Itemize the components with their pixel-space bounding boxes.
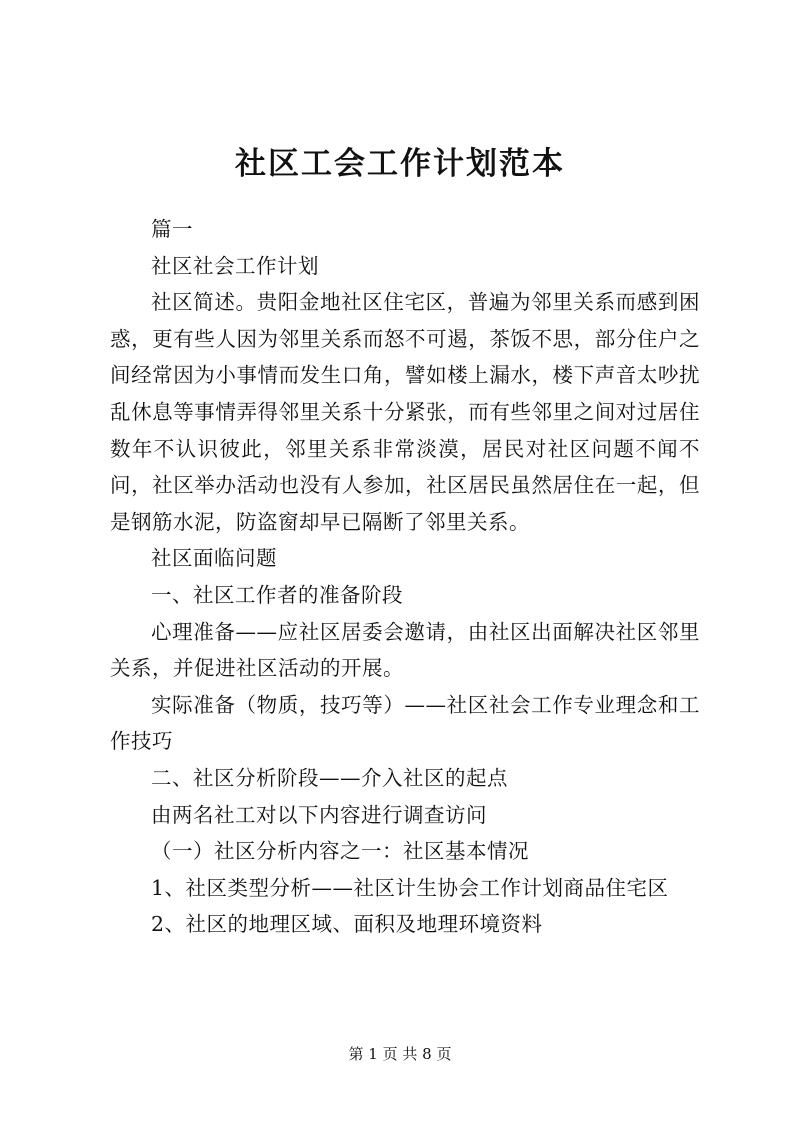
paragraph-analysis-one: （一）社区分析内容之一：社区基本情况 (151, 839, 529, 864)
paragraph-heading: 社区社会工作计划 (151, 253, 319, 278)
document-title: 社区工会工作计划范本 (235, 146, 565, 182)
paragraph-item-one: 1、社区类型分析——社区计生协会工作计划商品住宅区 (151, 875, 669, 900)
page-footer: 第 1 页 共 8 页 (348, 1045, 452, 1063)
paragraph-section-label: 篇一 (151, 217, 193, 241)
paragraph-overview: 社区简述。贵阳金地社区住宅区，普遍为邻里关系而感到困惑，更有些人因为邻里关系而怒不可遏，茶饭不思，部分住户之间经常因为小事情而发生口角，譬如楼上漏水，楼下声音太吵扰乱休息等事情弄得邻里关系十分紧张，而有些邻里之间对过居住数年不认识彼此，邻里关系非常淡漠，居民对社区问题不闻不问，社区举办活动也没有人参加，社区居民虽然居住在一起，但是钢筋水泥，防盗窗却早已隔断了邻里关系。 (110, 290, 700, 534)
paragraph-stage-two: 二、社区分析阶段——介入社区的起点 (151, 765, 508, 790)
paragraph-item-two: 2、社区的地理区域、面积及地理环境资料 (151, 912, 543, 937)
paragraph-mental-prep: 心理准备——应社区居委会邀请，由社区出面解决社区邻里关系，并促进社区活动的开展。 (110, 619, 700, 681)
paragraph-practical-prep: 实际准备（物质，技巧等）——社区社会工作专业理念和工作技巧 (110, 692, 700, 754)
document-body (110, 211, 700, 943)
paragraph-stage-one: 一、社区工作者的准备阶段 (151, 582, 403, 607)
paragraph-survey: 由两名社工对以下内容进行调查访问 (151, 802, 487, 827)
paragraph-issues-heading: 社区面临问题 (151, 546, 277, 571)
